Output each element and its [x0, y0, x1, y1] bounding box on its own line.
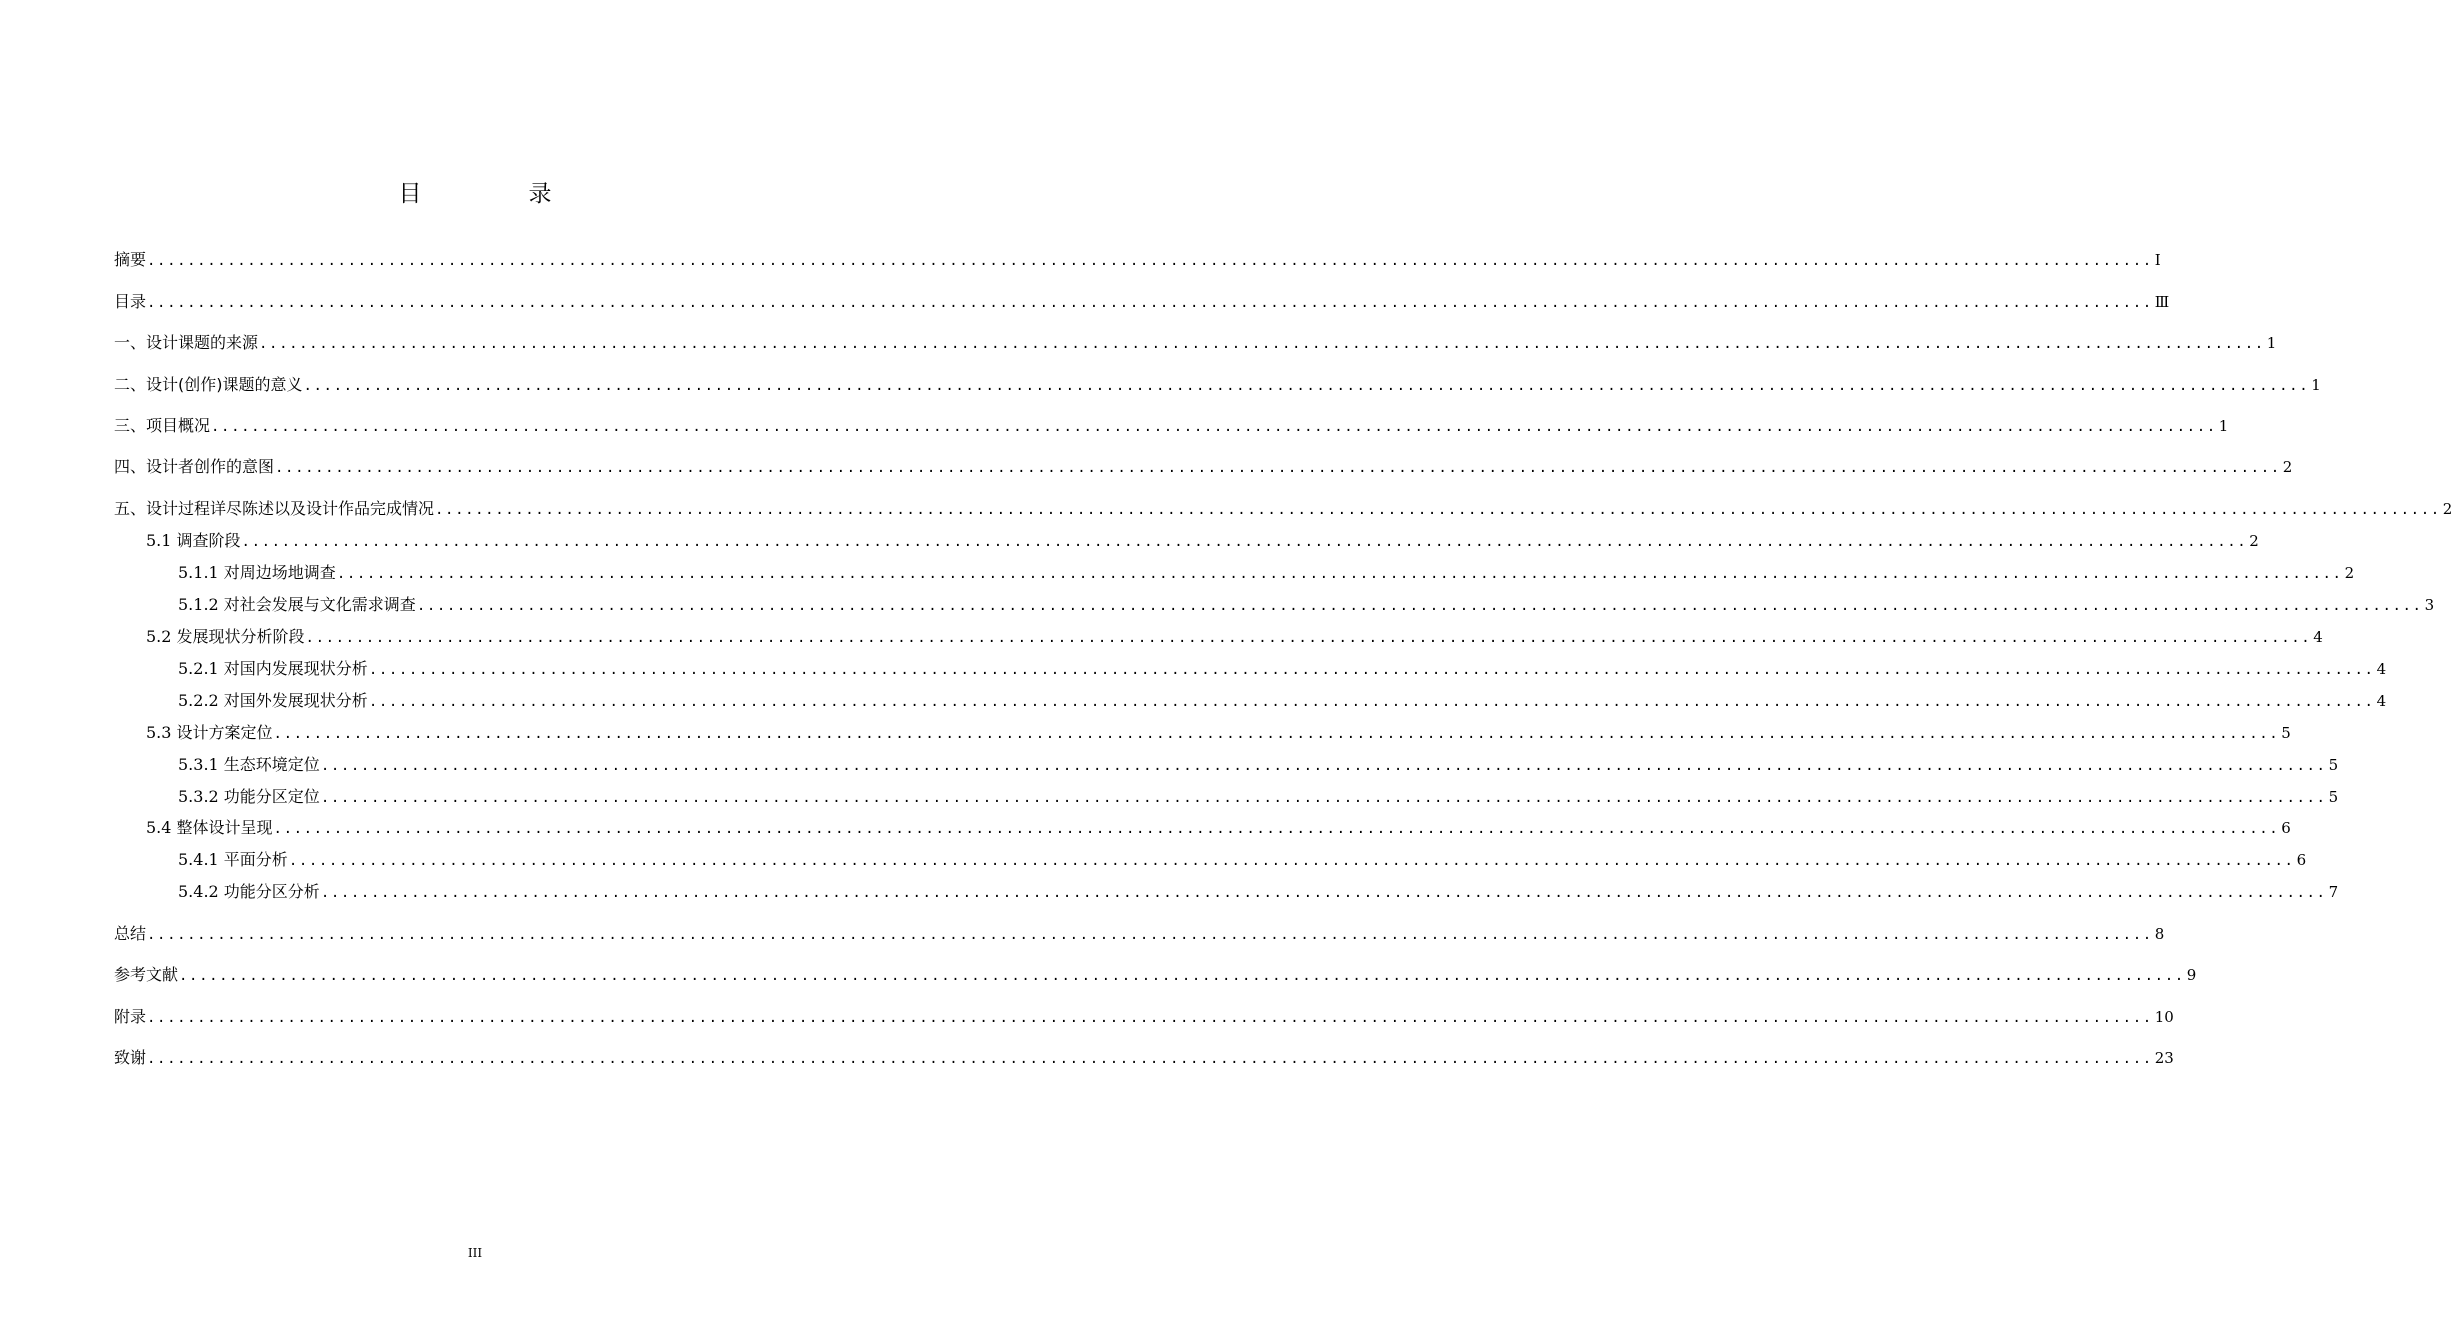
toc-dot-leader: ........................................................................................................................................................................................................	[147, 253, 2153, 269]
toc-entry-page: 6	[2281, 819, 2291, 837]
toc-entry-page: 7	[2328, 883, 2339, 901]
toc-entry-label: 四、设计者创作的意图	[114, 457, 275, 476]
toc-entry-page: 10	[2154, 1008, 2174, 1026]
toc-entry[interactable]	[178, 753, 2339, 777]
toc-entry[interactable]	[114, 248, 2161, 272]
toc-entry[interactable]	[114, 922, 2165, 946]
toc-entry[interactable]	[114, 497, 2452, 521]
toc-dot-leader: ........................................................................................................................................................................................................	[320, 790, 2327, 806]
toc-entry-page: 4	[2376, 660, 2387, 678]
toc-dot-leader: ........................................................................................................................................................................................................	[336, 566, 2343, 582]
toc-entry[interactable]	[146, 529, 2259, 553]
toc-entry-label: 5.2.1 对国内发展现状分析	[178, 659, 368, 678]
toc-entry-label: 摘要	[114, 250, 147, 269]
toc-dot-leader: ........................................................................................................................................................................................................	[275, 460, 2281, 476]
toc-dot-leader: ........................................................................................................................................................................................................	[211, 419, 2217, 435]
toc-dot-leader: ........................................................................................................................................................................................................	[179, 968, 2185, 984]
toc-entry-page: 1	[2311, 376, 2321, 394]
toc-entry[interactable]	[146, 625, 2323, 649]
page-number-footer: III	[467, 1246, 483, 1260]
toc-entry-page: 9	[2186, 966, 2197, 984]
toc-entry[interactable]	[178, 657, 2387, 681]
toc-entry-label: 致谢	[114, 1048, 147, 1067]
toc-dot-leader: ........................................................................................................................................................................................................	[241, 534, 2248, 550]
toc-entry[interactable]	[178, 561, 2355, 585]
toc-dot-leader: ........................................................................................................................................................................................................	[147, 1010, 2153, 1026]
toc-entry-label: 5.1.1 对周边场地调查	[178, 563, 336, 582]
toc-entry-label: 二、设计(创作)课题的意义	[114, 375, 303, 394]
toc-entry-page: 1	[2266, 334, 2277, 352]
toc-dot-leader: ........................................................................................................................................................................................................	[273, 726, 2280, 742]
toc-entry[interactable]	[114, 963, 2197, 987]
toc-entry-label: 5.4 整体设计呈现	[146, 818, 273, 837]
toc-entry[interactable]	[178, 593, 2435, 617]
toc-entry-label: 附录	[114, 1007, 147, 1026]
toc-entry[interactable]	[146, 721, 2291, 745]
toc-dot-leader: ........................................................................................................................................................................................................	[303, 378, 2310, 394]
toc-entry-page: 23	[2154, 1049, 2174, 1067]
toc-entry-label: 参考文献	[114, 965, 179, 984]
toc-entry-label: 5.1.2 对社会发展与文化需求调查	[178, 595, 416, 614]
toc-dot-leader: ........................................................................................................................................................................................................	[305, 630, 2312, 646]
toc-entry-label: 总结	[114, 924, 147, 943]
page-title: 目 录	[398, 181, 594, 207]
toc-entry-label: 5.1 调查阶段	[146, 531, 241, 550]
toc-entry-label: 5.4.1 平面分析	[178, 850, 288, 869]
toc-entry-label: 5.3 设计方案定位	[146, 723, 273, 742]
toc-entry[interactable]	[114, 331, 2277, 355]
toc-entry[interactable]	[178, 880, 2339, 904]
toc-entry-page: 4	[2313, 628, 2323, 646]
toc-entry-page: 8	[2154, 925, 2165, 943]
toc-entry-page: 1	[2218, 417, 2229, 435]
toc-dot-leader: ........................................................................................................................................................................................................	[368, 662, 2375, 678]
toc-entry[interactable]	[114, 455, 2293, 479]
toc-dot-leader: ........................................................................................................................................................................................................	[259, 336, 2265, 352]
toc-entry-page: Ⅲ	[2154, 293, 2170, 311]
toc-dot-leader: ........................................................................................................................................................................................................	[147, 1051, 2153, 1067]
toc-entry-label: 5.3.1 生态环境定位	[178, 755, 320, 774]
toc-dot-leader: ........................................................................................................................................................................................................	[435, 502, 2441, 518]
toc-entry-label: 五、设计过程详尽陈述以及设计作品完成情况	[114, 499, 435, 518]
toc-dot-leader: ........................................................................................................................................................................................................	[147, 927, 2153, 943]
toc-dot-leader: ........................................................................................................................................................................................................	[416, 598, 2423, 614]
toc-dot-leader: ........................................................................................................................................................................................................	[320, 885, 2327, 901]
toc-entry-page: 6	[2296, 851, 2307, 869]
toc-entry[interactable]	[178, 689, 2387, 713]
toc-entry-label: 5.4.2 功能分区分析	[178, 882, 320, 901]
toc-entry[interactable]	[114, 373, 2321, 397]
toc-entry-page: 5	[2328, 756, 2339, 774]
toc-entry-page: 5	[2281, 724, 2291, 742]
toc-entry-label: 三、项目概况	[114, 416, 211, 435]
toc-entry[interactable]	[114, 1005, 2174, 1029]
toc-entry-page: 4	[2376, 692, 2387, 710]
toc-entry-page: I	[2154, 251, 2161, 269]
toc-entry-page: 2	[2442, 500, 2452, 518]
toc-dot-leader: ........................................................................................................................................................................................................	[288, 853, 2295, 869]
toc-entry-label: 5.2.2 对国外发展现状分析	[178, 691, 368, 710]
toc-entry[interactable]	[178, 848, 2307, 872]
toc-entry-page: 2	[2282, 458, 2293, 476]
toc-entry-page: 2	[2344, 564, 2355, 582]
toc-entry-label: 5.3.2 功能分区定位	[178, 787, 320, 806]
toc-dot-leader: ........................................................................................................................................................................................................	[320, 758, 2327, 774]
toc-entry-page: 5	[2328, 788, 2339, 806]
toc-entry-label: 5.2 发展现状分析阶段	[146, 627, 305, 646]
toc-entry[interactable]	[146, 816, 2291, 840]
toc-entry[interactable]	[114, 290, 2170, 314]
toc-entry-page: 3	[2424, 596, 2435, 614]
toc-entry[interactable]	[114, 414, 2229, 438]
toc-entry[interactable]	[114, 1046, 2174, 1070]
toc-dot-leader: ........................................................................................................................................................................................................	[368, 694, 2375, 710]
toc-entry-label: 目录	[114, 292, 147, 311]
toc-entry-label: 一、设计课题的来源	[114, 333, 259, 352]
toc-dot-leader: ........................................................................................................................................................................................................	[273, 821, 2280, 837]
toc-dot-leader: ........................................................................................................................................................................................................	[147, 295, 2153, 311]
toc-entry-page: 2	[2249, 532, 2259, 550]
toc-entry[interactable]	[178, 785, 2339, 809]
